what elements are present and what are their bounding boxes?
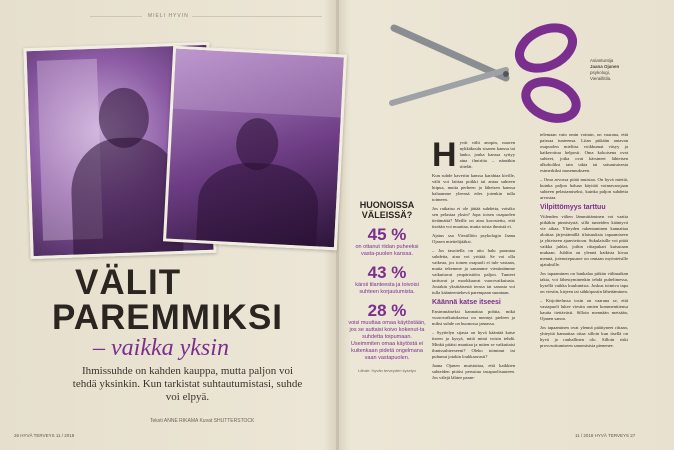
body-paragraph: Ajatus saa Viestilliön psykologin Jaana Ojasen miettelijääksi. <box>432 233 515 244</box>
photo-caption <box>590 58 658 82</box>
stat-value-2: 43 % <box>367 263 407 282</box>
stats-title: HUONOISSA VÄLEISSÄ? <box>359 200 415 220</box>
stats-source-note: Lähde: Hyvän terveyden kyselyn <box>358 368 416 373</box>
article-column-1 <box>432 136 515 384</box>
body-paragraph: yvät välit anopin, nuoren nykkäkoulu sisaren kanssa tai lanko, jonka kanssa syttyy aina ilmiriita – nämäkin riitelät. <box>459 140 515 169</box>
photo-body-figure-2 <box>196 160 321 250</box>
scissors-icon <box>386 8 586 128</box>
body-paragraph: – Oma arvossa pitää muistaa. On hyvä mietiä, kuinka paljon haluaa käyttää voimavarojaan suhteen pelastamiseksi, kuinka paljon suhdetta arvostaa. <box>540 177 628 200</box>
headline-subtitle: – vaikka yksin <box>93 335 229 361</box>
headline-line-1: VÄLIT <box>75 263 182 302</box>
page-folio-right: 11 / 2018 HYVÄ TERVEYS 27 <box>575 433 636 438</box>
body-paragraph: – Syyttelyn sijasta on hyvä kääntää katse itseen ja kysyä, mitä minä voisin tehdä. Minkä pitäisi muuttaa ja miten se vaikuttaisi ihmissuhteeseeni? Oleko toiminut tai puhunut jotakin loukkaavasti? <box>432 330 515 359</box>
drop-cap: H <box>432 136 457 174</box>
caption-role: Asiantuntija <box>590 58 614 63</box>
headline-line-2: PAREMMIKSI <box>52 298 284 337</box>
caption-title-2: Vieraillitila. <box>590 76 612 81</box>
body-paragraph: Viilenden välien lämmittäminen voi vaatia pitkäkin pinnistystä, sillä tunteiden kääntyvä vie aikaa. Ylteyden rakentaminen kannattaa aloittaa järjestämällä tilaisuuksia tapaamiseen ja yhteiseen ajanviettoon. Sukulaisille voi pitää vaikka juhlat, joihin riitapukari kutsutaan mukaan. Juhliin on ylennä kaikista kivaa mennä, jotenotepuusee on omiaan myönteisille ajatuksille. <box>540 214 628 267</box>
photo-woman-right <box>163 46 347 251</box>
body-paragraph: Jaana Ojanen muistuttaa, että kaikkien suhteiden pitäisi perustua tasapuolisuuteen. Jos välejä lähtee paran- <box>432 363 515 380</box>
body-paragraph: – Kirjoittelussa tosin on vaarana se, että vastapuoli lukee viestin omien kommenttiensa kautta tiettävästi. Silloin mennään metsään, Ojanen sanoo. <box>540 298 628 321</box>
page-folio-left: 26 HYVÄ TERVEYS 11 / 2018 <box>14 433 75 438</box>
body-paragraph: Jos ratkaisu ei ole jättää suhdetta, voisiko sen pelastaa yksin? Jopa toisen osapuolen tietämättä? Meille on aina korostettu, että itseään voi muuttaa, mutta toista ihmistä ei. <box>432 206 515 229</box>
caption-title-1: psykologi, <box>590 70 611 75</box>
stat-value-1: 45 % <box>367 225 407 244</box>
photo-cabinet <box>173 49 344 118</box>
section-rule-left <box>90 16 142 17</box>
caption-name: Jaana Ojanen <box>590 64 620 69</box>
stat-text-3: voisi muuttaa omaa käytöstään, jos se auttaisi koivo kokenut-ta suhdetta toipumaan. Useimmiten omaa käytöstä ei kuitenkaan pidetä ongelmana vaan vastapuolen. <box>348 320 426 361</box>
body-paragraph: Kun suhde kaveriin kanssa karahtaa kiville, välit voi laittaa poikki tai antaa suhteen hiipua, mutta perheen ja läheisen kanssa haluamme yleensä edes jotenkin tulla toimeen. <box>432 173 515 202</box>
body-paragraph: Jos tapaaminen on hankalaa pitkän välimatkan takia, voi lähestyminenkin tehdä puhelimessa, kysellä vaikka kuulumisia. Joskus toimiva tapa on viestin, kirjeen tai sähköpostin lähettäminen. <box>540 271 628 294</box>
subheading-1: Käännä katse itseesi <box>432 299 501 306</box>
body-paragraph: – Jos tasoitella on aito halu parantaa suhdetta, aina voi yrittää. Se voi olla vaikeaa, jos toinen osapuoli ei tule vastaan, mutta tekemme ja sanamme viestintämme vaikuttavat ympäristöön paljon. Tunteet tarttuvat ja mookkaavat vuorovaikutusta. Jostakin yksittäisestä teosta tai sanasta voi tulla käänteentekevä parempaan suuntaan. <box>432 248 515 295</box>
body-paragraph: Jos tapaaminen ovat ylennä päättyneet riitaan, yhteyttä kannattaa ottaa silloin kun itsellä on hyvä ja rauhallinen olo. Silloin riski provosoitumiseen sanomisista pienenee. <box>540 325 628 348</box>
lede-paragraph: Ihmissuhde on kahden kauppa, mutta paljon voi tehdä yksinkin. Kun tarkistat suhtautumistasi, suhde voi elpyä. <box>72 365 303 403</box>
body-paragraph: telemaan vain omin voimin, on vaarana, että paissaa tunteensa. Liian pitkään antavan osapuolen mieliisa voikkumat väsyy ja katkeroituu helposti. Oma kokoisena ovat suhteet, jotka ovat kärsineet lähteisen alkoholiksi tain takia tai saisautuisesta esimerkiksi masennukseen. <box>540 132 628 173</box>
section-rule-right <box>192 16 322 17</box>
article-column-2 <box>540 132 628 352</box>
stat-text-2: kärsii tilanteesta ja toivoisi suhteen korjautumista. <box>355 282 419 295</box>
subheading-2: Vilpittömyys tarttuu <box>540 204 606 211</box>
byline-credit: Teksti ANNE RIKAMA Kuvat SHUTTERSTOCK <box>150 418 255 424</box>
stats-sidebar <box>348 200 426 373</box>
stat-value-3: 28 % <box>367 301 407 320</box>
stat-text-1: on ottanut riidan puheeksi vasta-puolen kanssa. <box>355 244 419 257</box>
body-paragraph: Ensimmäiseksi kannattaa pohtia, mikä vuorovaikutuksessa on mennyt pieleen ja miksi suhde on huonossa jamassa. <box>432 309 515 326</box>
section-label: MIELI HYVIN <box>148 13 189 19</box>
